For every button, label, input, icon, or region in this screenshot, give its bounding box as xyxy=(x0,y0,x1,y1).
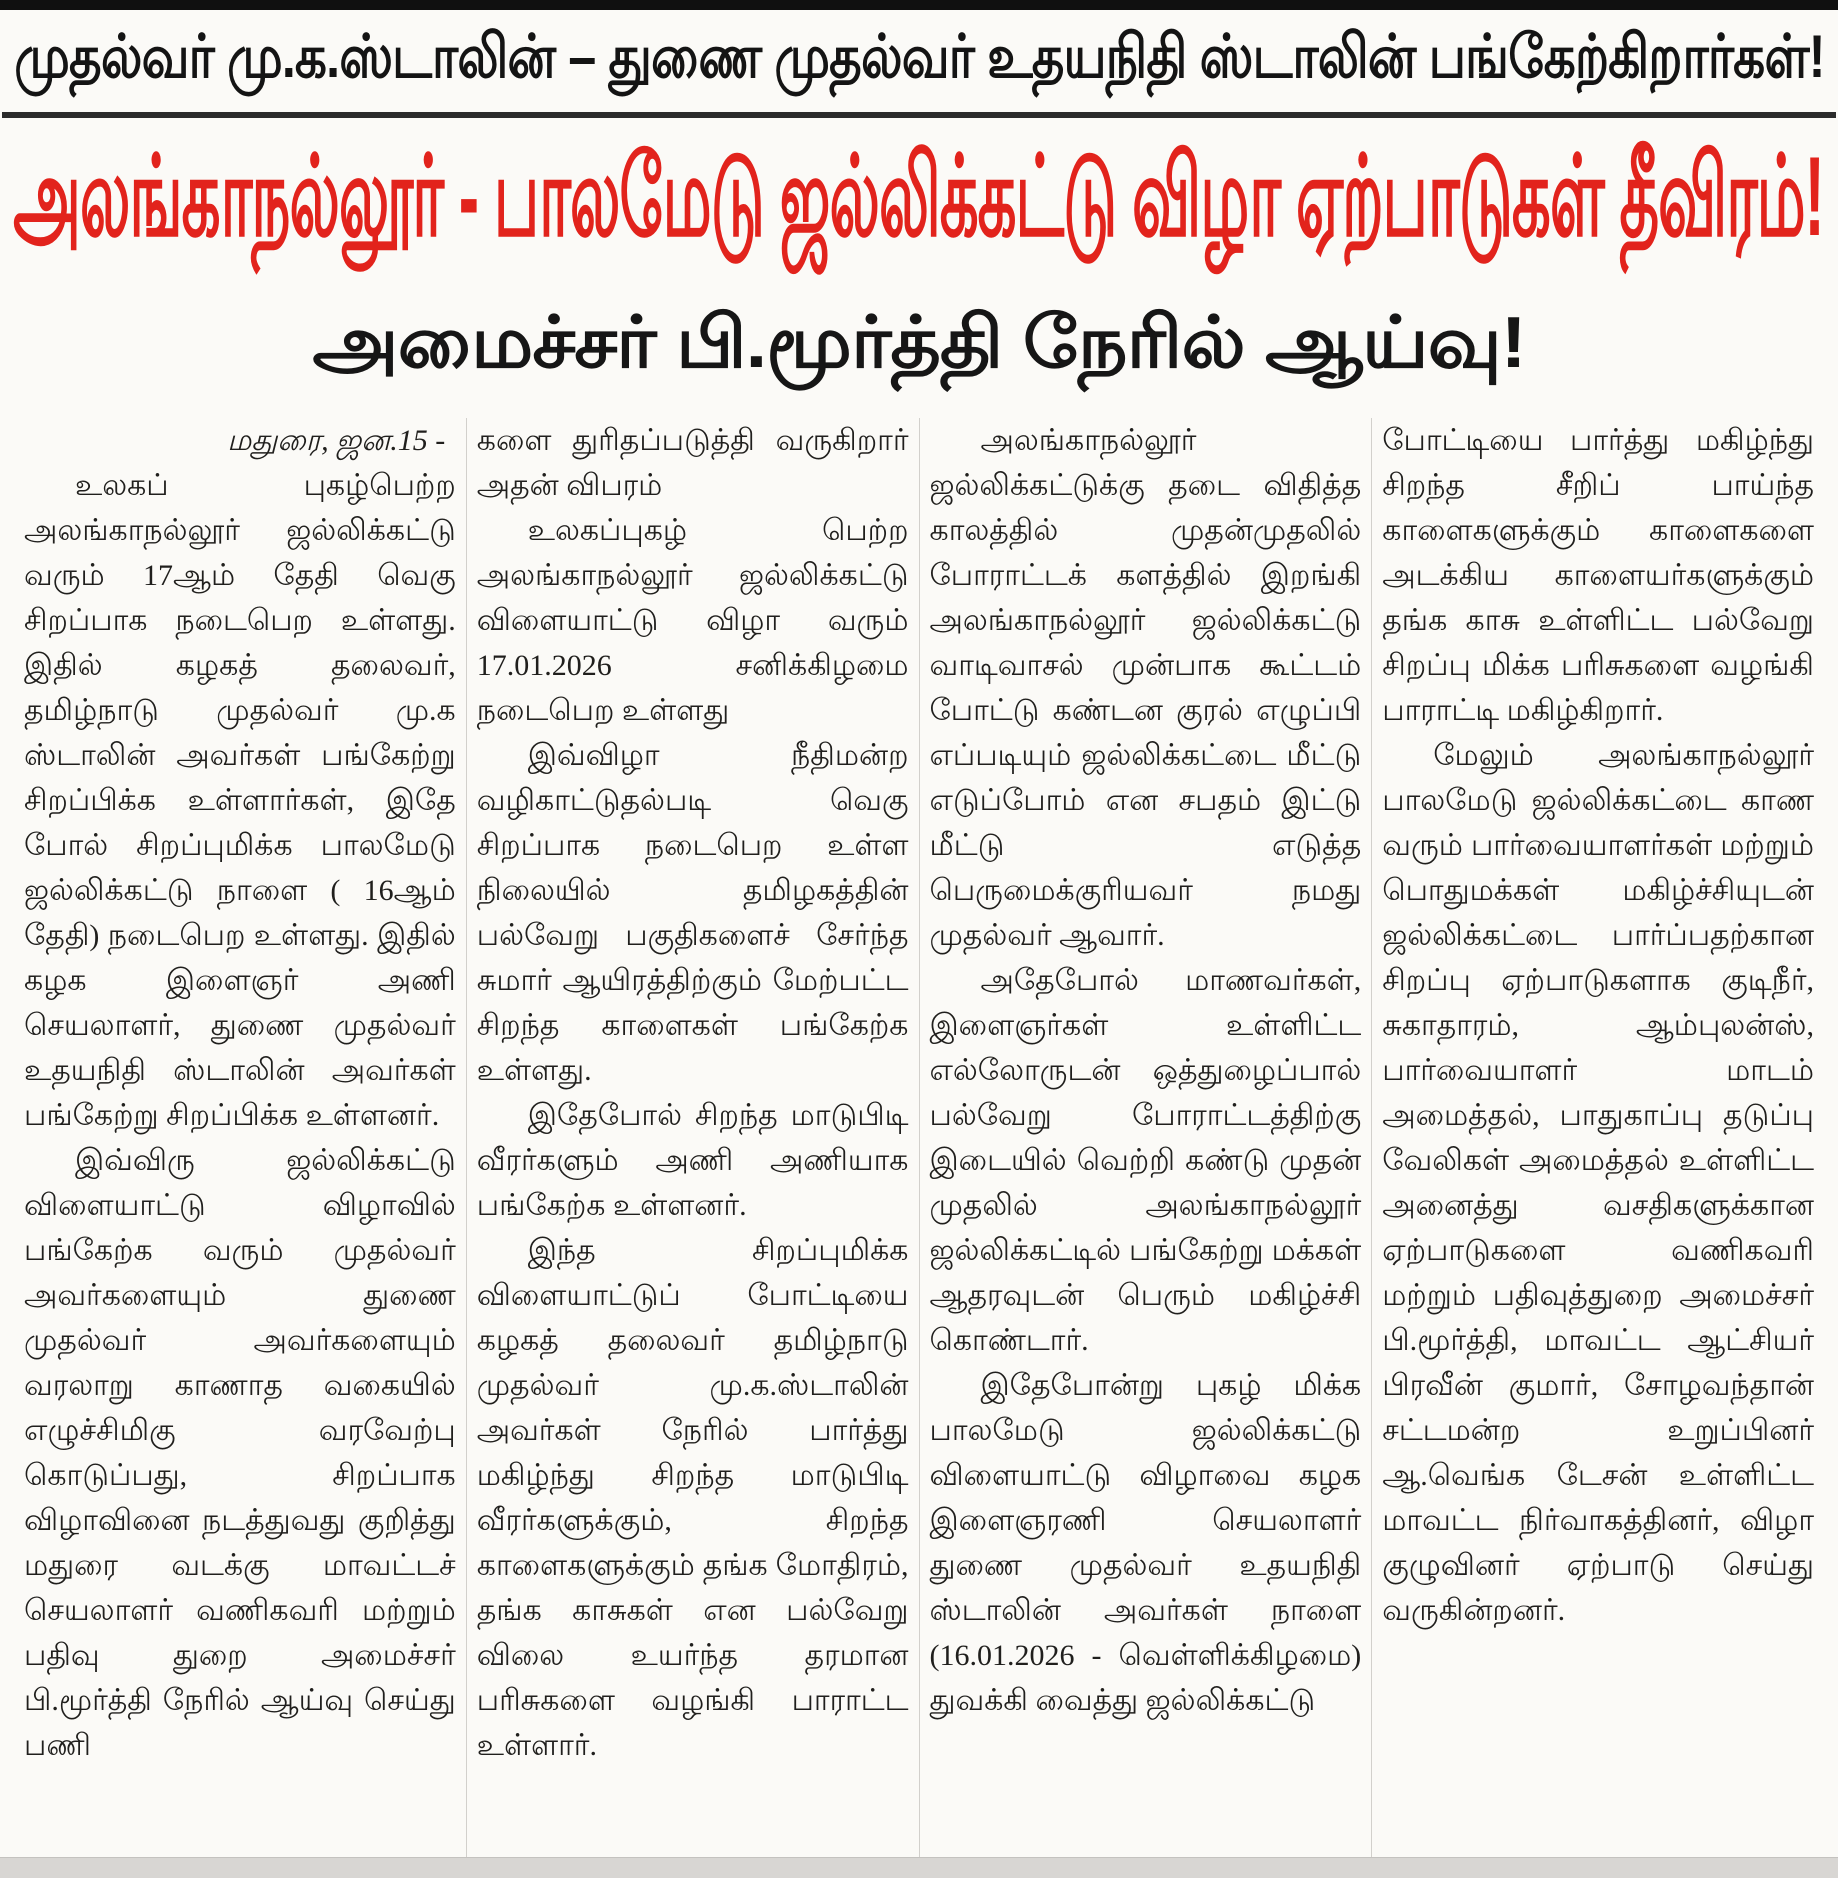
paragraph-continuation: போட்டியை பார்த்து மகிழ்ந்து சிறந்த சீறிப் பாய்ந்த காளைகளுக்கும் காளைகளை அடக்கிய காளையர்களுக்கும் தங்க காசு உள்ளிட்ட பல்வேறு சிறப்பு மிக்க பரிசுகளை வழங்கி பாராட்டி மகிழ்கிறார். xyxy=(1382,424,1814,727)
dateline: மதுரை, ஜன.15 - xyxy=(227,424,446,457)
strap-headline-text: முதல்வர் மு.க.ஸ்டாலின் – துணை முதல்வர் உதயநிதி ஸ்டாலின் பங்கேற்கிறார்கள்! xyxy=(13,23,1825,90)
paragraph: இந்த சிறப்புமிக்க விளையாட்டுப் போட்டியை கழகத் தலைவர் தமிழ்நாடு முதல்வர் மு.க.ஸ்டாலின் அவர்கள் நேரில் பார்த்து மகிழ்ந்து சிறந்த மாடுபிடி வீரர்களுக்கும், சிறந்த காளைகளுக்கும் தங்க மோதிரம், தங்க காசுகள் என பல்வேறு விலை உயர்ந்த தரமான பரிசுகளை வழங்கி பாராட்ட உள்ளார். xyxy=(476,1234,909,1762)
bottom-edge-band xyxy=(0,1857,1838,1878)
main-headline xyxy=(0,118,1838,290)
paragraph: அதேபோல் மாணவர்கள், இளைஞர்கள் உள்ளிட்ட எல்லோருடன் ஒத்துழைப்பால் பல்வேறு போராட்டத்திற்கு இடையில் வெற்றி கண்டு முதன் முதலில் அலங்காநல்லூர் ஜல்லிக்கட்டில் பங்கேற்று மக்கள் ஆதரவுடன் பெரும் மகிழ்ச்சி கொண்டார். xyxy=(929,964,1362,1357)
paragraph: அலங்காநல்லூர் ஜல்லிக்கட்டுக்கு தடை விதித்த காலத்தில் முதன்முதலில் போராட்டக் களத்தில் இறங்கி அலங்காநல்லூர் ஜல்லிக்கட்டு வாடிவாசல் முன்பாக கூட்டம் போட்டு கண்டன குரல் எழுப்பி எப்படியும் ஜல்லிக்கட்டை மீட்டு எடுப்போம் என சபதம் இட்டு மீட்டு எடுத்த பெருமைக்குரியவர் நமது முதல்வர் ஆவார். xyxy=(929,424,1362,952)
article-body xyxy=(0,406,1838,1858)
paragraph: மேலும் அலங்காநல்லூர் பாலமேடு ஜல்லிக்கட்டை காண வரும் பார்வையாளர்கள் மற்றும் பொதுமக்கள் மகிழ்ச்சியுடன் ஜல்லிக்கட்டை பார்ப்பதற்கான சிறப்பு ஏற்பாடுகளாக குடிநீர், சுகாதாரம், ஆம்புலன்ஸ், பார்வையாளர் மாடம் அமைத்தல், பாதுகாப்பு தடுப்பு வேலிகள் அமைத்தல் உள்ளிட்ட அனைத்து வசதிகளுக்கான ஏற்பாடுகளை வணிகவரி மற்றும் பதிவுத்துறை அமைச்சர் பி.மூர்த்தி, மாவட்ட ஆட்சியர் பிரவீன் குமார், சோழவந்தான் சட்டமன்ற உறுப்பினர் ஆ.வெங்க டேசன் உள்ளிட்ட மாவட்ட நிர்வாகத்தினர், விழா குழுவினர் ஏற்பாடு செய்து வருகின்றனர். xyxy=(1382,739,1814,1627)
strap-headline xyxy=(0,10,1838,112)
sub-headline-text: அமைச்சர் பி.மூர்த்தி நேரில் ஆய்வு! xyxy=(312,303,1526,383)
sub-headline xyxy=(0,290,1838,406)
article-column-1 xyxy=(14,418,467,1858)
paragraph: உலகப்புகழ் பெற்ற அலங்காநல்லூர் ஜல்லிக்கட்டு விளையாட்டு விழா வரும் 17.01.2026 சனிக்கிழமை நடைபெற உள்ளது xyxy=(476,514,909,727)
paragraph: இதேபோன்று புகழ் மிக்க பாலமேடு ஜல்லிக்கட்டு விளையாட்டு விழாவை கழக இளைஞரணி செயலாளர் துணை முதல்வர் உதயநிதி ஸ்டாலின் அவர்கள் நாளை (16.01.2026 - வெள்ளிக்கிழமை) துவக்கி வைத்து ஜல்லிக்கட்டு xyxy=(929,1369,1362,1717)
paragraph: இதேபோல் சிறந்த மாடுபிடி வீரர்களும் அணி அணியாக பங்கேற்க உள்ளனர். xyxy=(476,1099,909,1222)
paragraph: இவ்விரு ஜல்லிக்கட்டு விளையாட்டு விழாவில் பங்கேற்க வரும் முதல்வர் அவர்களையும் துணை முதல்வர் அவர்களையும் வரலாறு காணாத வகையில் எழுச்சிமிகு வரவேற்பு கொடுப்பது, சிறப்பாக விழாவினை நடத்துவது குறித்து மதுரை வடக்கு மாவட்டச் செயலாளர் வணிகவரி மற்றும் பதிவு துறை அமைச்சர் பி.மூர்த்தி நேரில் ஆய்வு செய்து பணி xyxy=(24,1144,456,1762)
article-column-2 xyxy=(467,418,920,1858)
article-column-3 xyxy=(920,418,1373,1858)
top-edge-strip xyxy=(0,0,1838,10)
paragraph: இவ்விழா நீதிமன்ற வழிகாட்டுதல்படி வெகு சிறப்பாக நடைபெற உள்ள நிலையில் தமிழகத்தின் பல்வேறு பகுதிகளைச் சேர்ந்த சுமார் ஆயிரத்திற்கும் மேற்பட்ட சிறந்த காளைகள் பங்கேற்க உள்ளது. xyxy=(476,739,909,1087)
article-column-4 xyxy=(1372,418,1824,1858)
paragraph-continuation: களை துரிதப்படுத்தி வருகிறார் அதன் விபரம் xyxy=(476,424,909,502)
main-headline-text: அலங்காநல்லூர் - பாலமேடு ஜல்லிக்கட்டு விழா ஏற்பாடுகள் தீவிரம்! xyxy=(13,133,1825,259)
paragraph: உலகப் புகழ்பெற்ற அலங்காநல்லூர் ஜல்லிக்கட்டு வரும் 17ஆம் தேதி வெகு சிறப்பாக நடைபெற உள்ளது. இதில் கழகத் தலைவர், தமிழ்நாடு முதல்வர் மு.க ஸ்டாலின் அவர்கள் பங்கேற்று சிறப்பிக்க உள்ளார்கள், இதே போல் சிறப்புமிக்க பாலமேடு ஜல்லிக்கட்டு நாளை ( 16ஆம் தேதி) நடைபெற உள்ளது. இதில் கழக இளைஞர் அணி செயலாளர், துணை முதல்வர் உதயநிதி ஸ்டாலின் அவர்கள் பங்கேற்று சிறப்பிக்க உள்ளனர். xyxy=(24,469,456,1132)
